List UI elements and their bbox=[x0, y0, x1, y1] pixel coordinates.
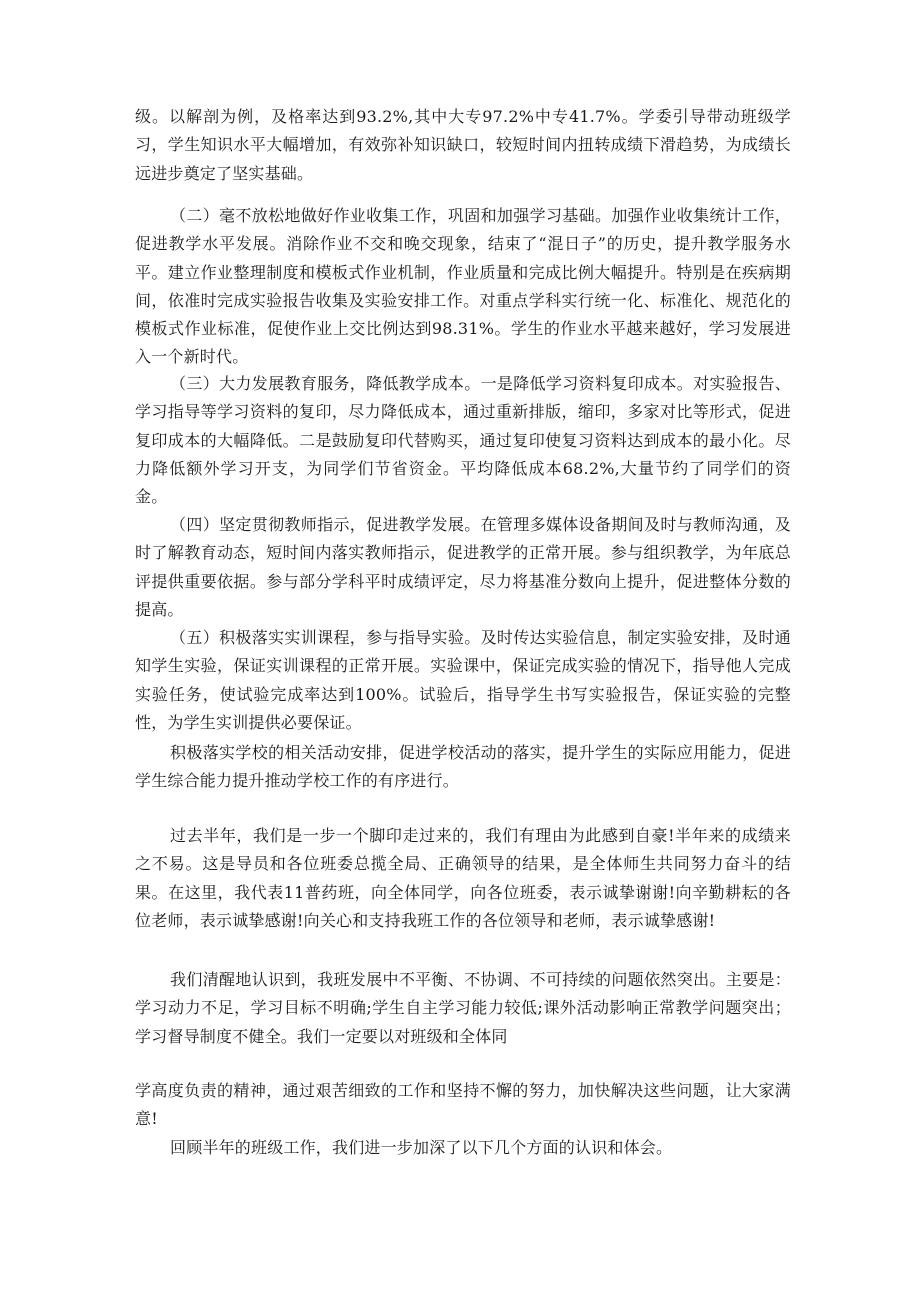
paragraph-achievements: 过去半年，我们是一步一个脚印走过来的，我们有理由为此感到自豪!半年来的成绩来之不易。这是导员和各位班委总揽全局、正确领导的结果，是全体师生共同努力奋斗的结果。在这里，我代表11普药班，向全体同学，向各位班委，表示诚挚谢谢!向辛勤耕耘的各位老师，表示诚挚感谢!向关心和支持我班工作的各位领导和老师，表示诚挚感谢! bbox=[135, 826, 791, 930]
paragraph-activities: 积极落实学校的相关活动安排，促进学校活动的落实，提升学生的实际应用能力，促进学生综合能力提升推动学校工作的有序进行。 bbox=[135, 743, 791, 791]
paragraph-problems: 我们清醒地认识到，我班发展中不平衡、不协调、不可持续的问题依然突出。主要是：学习动力不足，学习目标不明确;学生自主学习能力较低;课外活动影响正常教学问题突出；学习督导制度不健全。我们一定要以对班级和全体同 bbox=[135, 970, 791, 1046]
paragraph-review: 回顾半年的班级工作，我们进一步加深了以下几个方面的认识和体会。 bbox=[170, 1138, 673, 1157]
paragraph-section-5: （五）积极落实实训课程，参与指导实验。及时传达实验信息，制定实验安排，及时通知学生实验，保证实训课程的正常开展。实验课中，保证完成实验的情况下，指导他人完成实验任务，使试验完成率达到100%。试验后，指导学生书写实验报告，保证实验的完整性，为学生实训提供必要保证。 bbox=[135, 628, 791, 732]
paragraph-section-2: （二）毫不放松地做好作业收集工作，巩固和加强学习基础。加强作业收集统计工作，促进教学水平发展。消除作业不交和晚交现象，结束了“混日子”的历史，提升教学服务水平。建立作业整理制度和模板式作业机制，作业质量和完成比例大幅提升。特别是在疾病期间，依准时完成实验报告收集及实验安排工作。对重点学科实行统一化、标准化、规范化的模板式作业标准，促使作业上交比例达到98.31%。学生的作业水平越来越好，学习发展进入一个新时代。 bbox=[135, 206, 791, 367]
paragraph-section-4: （四）坚定贯彻教师指示，促进教学发展。在管理多媒体设备期间及时与教师沟通，及时了解教育动态，短时间内落实教师指示，促进教学的正常开展。参与组织教学，为年底总评提供重要依据。参与部分学科平时成绩评定，尽力将基准分数向上提升，促进整体分数的提高。 bbox=[135, 515, 791, 619]
paragraph-problems-continued: 学高度负责的精神，通过艰苦细致的工作和坚持不懈的努力，加快解决这些问题，让大家满意! bbox=[135, 1081, 791, 1129]
paragraph-section-3: （三）大力发展教育服务，降低教学成本。一是降低学习资料复印成本。对实验报告、学习指导等学习资料的复印，尽力降低成本，通过重新排版，缩印，多家对比等形式，促进复印成本的大幅降低。二是鼓励复印代替购买，通过复印使复习资料达到成本的最小化。尽力降低额外学习开支，为同学们节省资金。平均降低成本68.2%,大量节约了同学们的资金。 bbox=[135, 374, 791, 507]
paragraph-continuation: 级。以解剖为例，及格率达到93.2%,其中大专97.2%中专41.7%。学委引导带动班级学习，学生知识水平大幅增加，有效弥补知识缺口，较短时间内扭转成绩下滑趋势，为成绩长远进步奠定了坚实基础。 bbox=[135, 107, 791, 183]
